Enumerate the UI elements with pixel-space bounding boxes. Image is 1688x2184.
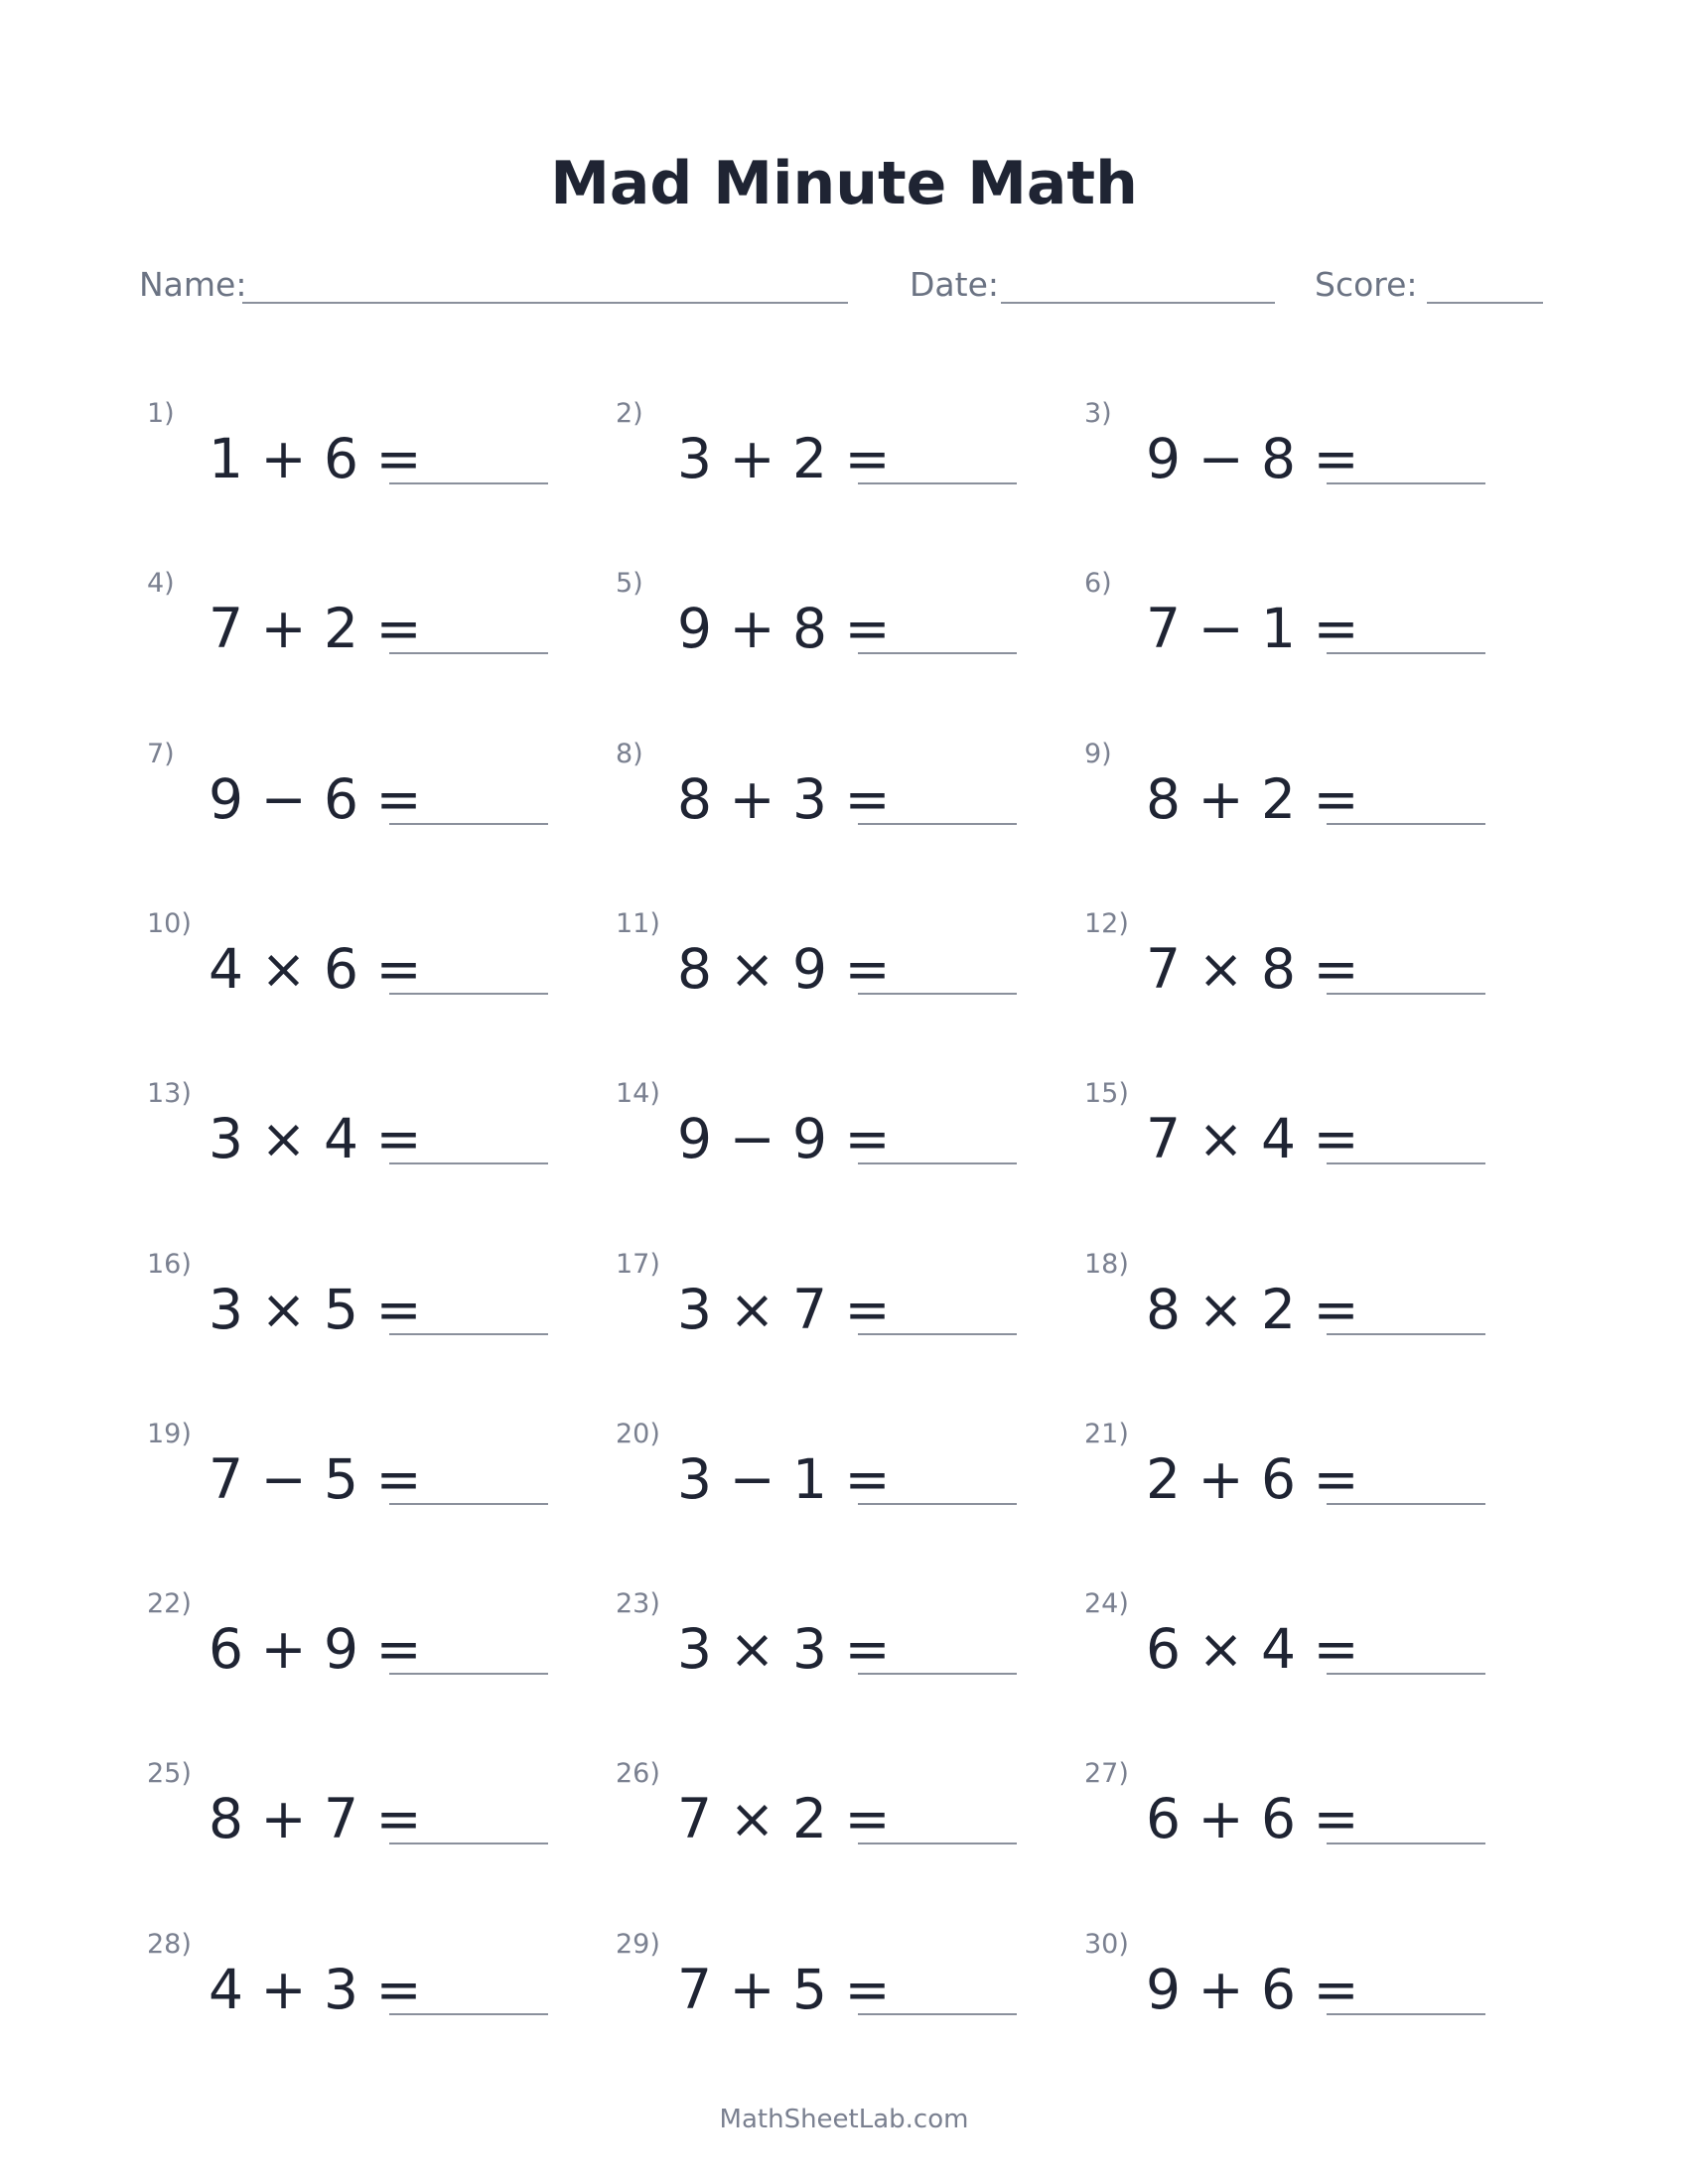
date-field[interactable] xyxy=(1001,302,1275,304)
problem-number: 26) xyxy=(616,1758,660,1789)
problem-number: 13) xyxy=(147,1078,192,1109)
problem-expression: 4 × 6 = xyxy=(209,937,422,1001)
answer-blank[interactable] xyxy=(389,1162,548,1164)
problem-number: 14) xyxy=(616,1078,660,1109)
problem-item xyxy=(608,909,1025,1028)
problem-expression: 7 + 2 = xyxy=(209,597,422,660)
problem-expression: 9 − 9 = xyxy=(677,1107,891,1170)
problem-number: 21) xyxy=(1084,1419,1129,1449)
problem-number: 4) xyxy=(147,568,175,599)
problem-expression: 3 + 2 = xyxy=(677,427,891,490)
name-field[interactable] xyxy=(242,302,848,304)
problem-item xyxy=(608,1930,1025,2049)
problem-item xyxy=(608,1759,1025,1878)
answer-blank[interactable] xyxy=(1327,1503,1485,1505)
answer-blank[interactable] xyxy=(389,993,548,995)
problem-item xyxy=(1076,399,1493,518)
score-label: Score: xyxy=(1315,265,1418,304)
problem-number: 11) xyxy=(616,908,660,939)
problem-expression: 3 × 7 = xyxy=(677,1278,891,1341)
problem-item xyxy=(608,1250,1025,1369)
problem-expression: 9 − 8 = xyxy=(1146,427,1359,490)
answer-blank[interactable] xyxy=(858,2013,1017,2015)
problem-number: 6) xyxy=(1084,568,1112,599)
problem-item xyxy=(139,740,556,859)
problem-number: 20) xyxy=(616,1419,660,1449)
answer-blank[interactable] xyxy=(858,1673,1017,1675)
problem-expression: 9 + 8 = xyxy=(677,597,891,660)
problem-expression: 9 − 6 = xyxy=(209,767,422,831)
problem-expression: 8 + 3 = xyxy=(677,767,891,831)
problem-item xyxy=(1076,1589,1493,1708)
answer-blank[interactable] xyxy=(1327,652,1485,654)
answer-blank[interactable] xyxy=(858,1503,1017,1505)
problem-item xyxy=(139,909,556,1028)
problem-item xyxy=(1076,1930,1493,2049)
problem-item xyxy=(139,1079,556,1198)
answer-blank[interactable] xyxy=(858,993,1017,995)
answer-blank[interactable] xyxy=(858,482,1017,484)
problem-number: 23) xyxy=(616,1588,660,1619)
problem-expression: 6 × 4 = xyxy=(1146,1617,1359,1681)
problem-expression: 3 × 5 = xyxy=(209,1278,422,1341)
problem-number: 24) xyxy=(1084,1588,1129,1619)
answer-blank[interactable] xyxy=(389,652,548,654)
problem-item xyxy=(608,399,1025,518)
problem-expression: 2 + 6 = xyxy=(1146,1447,1359,1511)
answer-blank[interactable] xyxy=(858,1333,1017,1335)
answer-blank[interactable] xyxy=(1327,482,1485,484)
problem-expression: 3 − 1 = xyxy=(677,1447,891,1511)
problem-number: 1) xyxy=(147,398,175,429)
answer-blank[interactable] xyxy=(858,1162,1017,1164)
problem-number: 15) xyxy=(1084,1078,1129,1109)
problem-item xyxy=(608,1589,1025,1708)
problem-expression: 3 × 4 = xyxy=(209,1107,422,1170)
problem-item xyxy=(1076,1250,1493,1369)
problem-expression: 6 + 9 = xyxy=(209,1617,422,1681)
footer-site-name: MathSheetLab.com xyxy=(719,2105,969,2134)
problem-item xyxy=(139,1930,556,2049)
problem-item xyxy=(1076,1759,1493,1878)
problem-expression: 8 + 2 = xyxy=(1146,767,1359,831)
problem-expression: 7 − 1 = xyxy=(1146,597,1359,660)
problem-number: 10) xyxy=(147,908,192,939)
problem-item xyxy=(608,1079,1025,1198)
problem-number: 30) xyxy=(1084,1929,1129,1960)
problem-number: 5) xyxy=(616,568,643,599)
answer-blank[interactable] xyxy=(389,823,548,825)
answer-blank[interactable] xyxy=(1327,1673,1485,1675)
answer-blank[interactable] xyxy=(1327,823,1485,825)
problem-number: 2) xyxy=(616,398,643,429)
problem-number: 22) xyxy=(147,1588,192,1619)
answer-blank[interactable] xyxy=(1327,2013,1485,2015)
problem-item xyxy=(1076,1079,1493,1198)
problem-number: 18) xyxy=(1084,1249,1129,1280)
problem-expression: 4 + 3 = xyxy=(209,1958,422,2021)
problem-expression: 8 × 2 = xyxy=(1146,1278,1359,1341)
problem-number: 9) xyxy=(1084,739,1112,769)
problem-number: 27) xyxy=(1084,1758,1129,1789)
problem-expression: 8 + 7 = xyxy=(209,1787,422,1850)
problem-item xyxy=(1076,1420,1493,1539)
problem-item xyxy=(608,1420,1025,1539)
problem-number: 19) xyxy=(147,1419,192,1449)
answer-blank[interactable] xyxy=(389,2013,548,2015)
answer-blank[interactable] xyxy=(858,823,1017,825)
problem-item xyxy=(608,569,1025,688)
score-field[interactable] xyxy=(1427,302,1543,304)
answer-blank[interactable] xyxy=(1327,993,1485,995)
answer-blank[interactable] xyxy=(389,1503,548,1505)
problem-item xyxy=(1076,569,1493,688)
answer-blank[interactable] xyxy=(389,1333,548,1335)
answer-blank[interactable] xyxy=(389,482,548,484)
problem-expression: 6 + 6 = xyxy=(1146,1787,1359,1850)
problem-expression: 7 × 4 = xyxy=(1146,1107,1359,1170)
problem-number: 7) xyxy=(147,739,175,769)
problem-number: 3) xyxy=(1084,398,1112,429)
problem-number: 8) xyxy=(616,739,643,769)
problem-expression: 7 − 5 = xyxy=(209,1447,422,1511)
answer-blank[interactable] xyxy=(1327,1162,1485,1164)
answer-blank[interactable] xyxy=(1327,1333,1485,1335)
problem-expression: 7 × 8 = xyxy=(1146,937,1359,1001)
problem-item xyxy=(139,1759,556,1878)
problem-number: 28) xyxy=(147,1929,192,1960)
answer-blank[interactable] xyxy=(389,1673,548,1675)
problem-item xyxy=(139,1420,556,1539)
answer-blank[interactable] xyxy=(858,1843,1017,1844)
problem-item xyxy=(1076,740,1493,859)
answer-blank[interactable] xyxy=(1327,1843,1485,1844)
problem-expression: 3 × 3 = xyxy=(677,1617,891,1681)
name-label: Name: xyxy=(139,265,247,304)
problem-expression: 1 + 6 = xyxy=(209,427,422,490)
student-info-row xyxy=(139,260,1549,310)
problem-expression: 9 + 6 = xyxy=(1146,1958,1359,2021)
problem-item xyxy=(139,399,556,518)
problem-number: 29) xyxy=(616,1929,660,1960)
date-label: Date: xyxy=(910,265,999,304)
problem-expression: 8 × 9 = xyxy=(677,937,891,1001)
problem-expression: 7 × 2 = xyxy=(677,1787,891,1850)
answer-blank[interactable] xyxy=(858,652,1017,654)
problem-number: 25) xyxy=(147,1758,192,1789)
problem-item xyxy=(139,1250,556,1369)
worksheet-title: Mad Minute Math xyxy=(550,149,1138,218)
problem-number: 12) xyxy=(1084,908,1129,939)
problem-item xyxy=(139,569,556,688)
problem-item xyxy=(139,1589,556,1708)
problem-item xyxy=(608,740,1025,859)
problem-number: 16) xyxy=(147,1249,192,1280)
answer-blank[interactable] xyxy=(389,1843,548,1844)
problem-item xyxy=(1076,909,1493,1028)
problem-number: 17) xyxy=(616,1249,660,1280)
problem-expression: 7 + 5 = xyxy=(677,1958,891,2021)
